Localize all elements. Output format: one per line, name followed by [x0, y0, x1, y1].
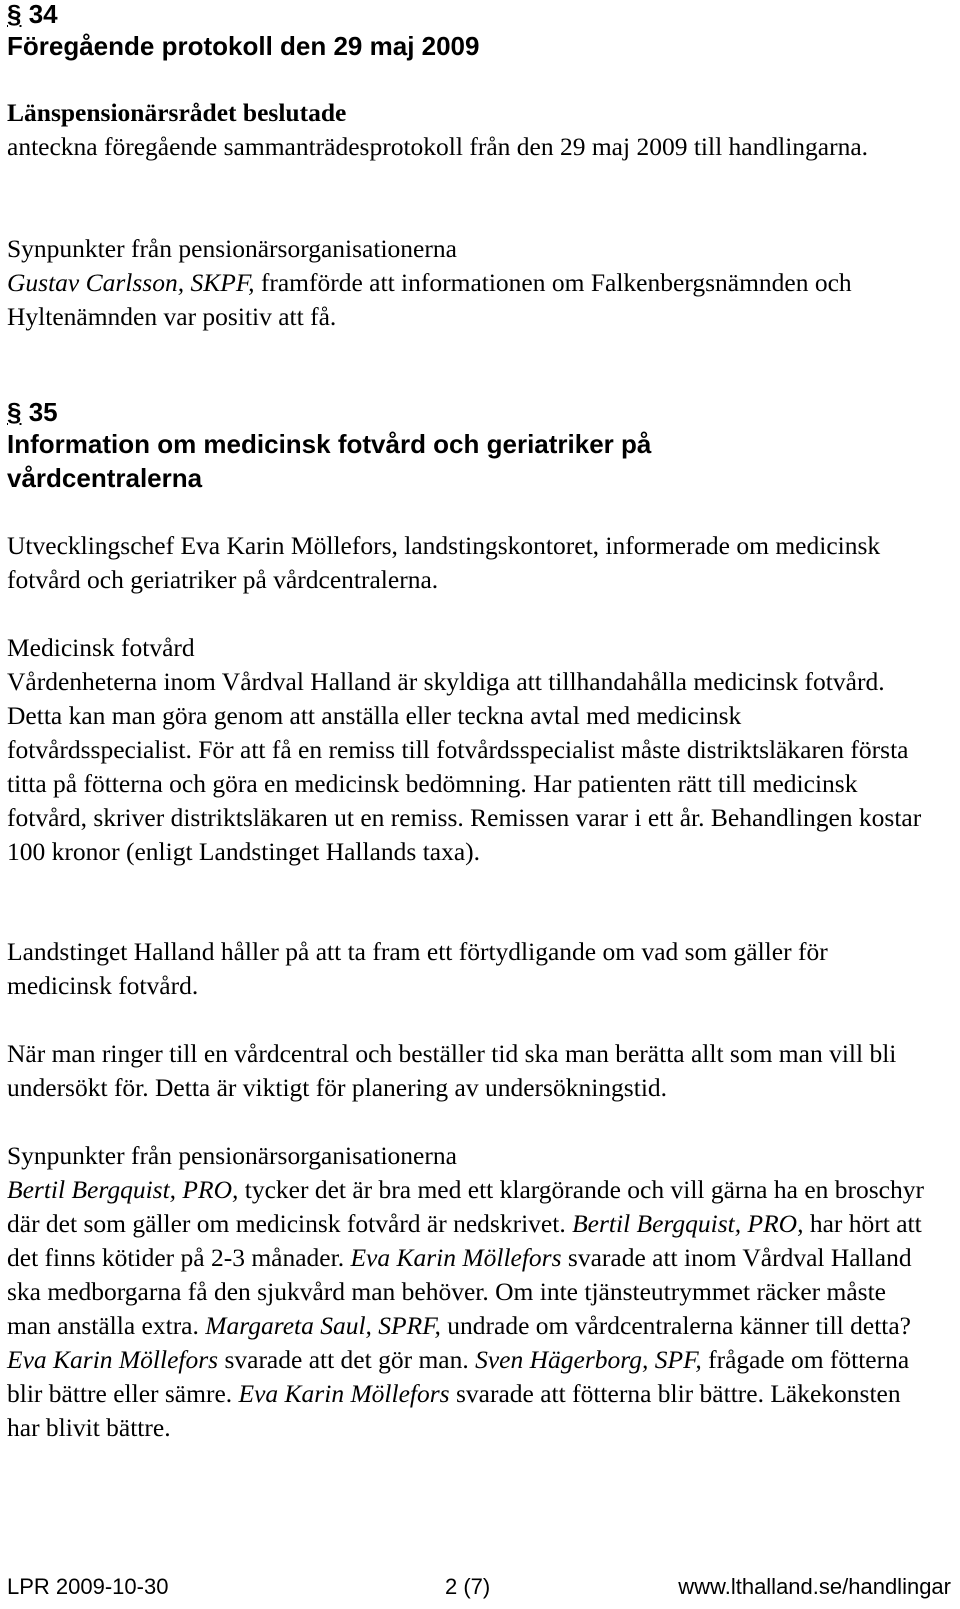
speaker-name: Sven Hägerborg, SPF, [475, 1345, 702, 1374]
section-35-clarification: Landstinget Halland håller på att ta fram ett förtydligande om vad som gäller för medicinsk fotvård. [7, 937, 828, 1000]
section-35-booking: När man ringer till en vårdcentral och beställer tid ska man berätta allt som man vill bli undersökt för. Detta är viktigt för planering av undersökningstid. [7, 1039, 897, 1102]
section-35-fotvard [7, 631, 927, 869]
speaker-name: Bertil Bergquist, PRO, [572, 1209, 804, 1238]
section-34-title: Föregående protokoll den 29 maj 2009 [7, 31, 480, 61]
footer-document-id: LPR 2009-10-30 [7, 1574, 169, 1599]
fotvard-paragraph: Vårdenheterna inom Vårdval Halland är skyldiga att tillhandahålla medicinsk fotvård. Detta kan man göra genom att anställa eller teckna avtal med medicinsk fotvårdsspecialist. För att få en remiss till fotvårdsspecialist måste distriktsläkaren första titta på fötterna och göra en medicinsk bedömning. Har patienten rätt till medicinsk fotvård, skriver distriktsläkaren ut en remiss. Remissen varar i ett år. Behandlingen kostar 100 kronor (enligt Landstinget Hallands taxa). [7, 667, 922, 866]
section-35-views [7, 1139, 927, 1445]
section-34-number [7, 0, 58, 29]
section-number: 34 [21, 0, 58, 29]
speaker-name: Bertil Bergquist, PRO, [7, 1175, 239, 1204]
views-body: framförde att informationen om Falkenbergsnämnden och Hyltenämnden var positiv att få. [7, 268, 852, 331]
views-segment: har hört att det finns kötider på 2-3 månader. [7, 1209, 922, 1272]
paragraph-sign: § [7, 0, 22, 29]
section-number: 35 [21, 397, 58, 427]
page-footer [7, 1572, 960, 1602]
views-heading: Synpunkter från pensionärsorganisationerna [7, 1141, 457, 1170]
section-34-decision [7, 96, 937, 164]
views-segment: svarade att inom Vårdval Halland ska medborgarna få den sjukvård man behöver. Om inte tjänsteutrymmet räcker måste man anställa extra. [7, 1243, 912, 1340]
views-text [7, 266, 937, 334]
section-35-number [7, 397, 58, 427]
views-segment: undrade om vårdcentralerna känner till detta? [440, 1311, 911, 1340]
speaker-name: Eva Karin Möllefors [7, 1345, 219, 1374]
decision-heading: Länspensionärsrådet beslutade [7, 98, 347, 127]
footer-page-number: 2 (7) [445, 1574, 491, 1599]
footer-url: www.lthalland.se/handlingar [678, 1574, 951, 1599]
speaker-name: Margareta Saul, SPRF, [205, 1311, 441, 1340]
section-34-views [7, 232, 937, 334]
section-35-intro: Utvecklingschef Eva Karin Möllefors, landstingskontoret, informerade om medicinsk fotvård och geriatriker på vårdcentralerna. [7, 531, 881, 594]
paragraph-sign: § [7, 397, 22, 427]
views-text [7, 1173, 927, 1445]
section-35-title: Information om medicinsk fotvård och geriatriker på vårdcentralerna [7, 429, 652, 493]
decision-text: anteckna föregående sammanträdesprotokoll från den 29 maj 2009 till handlingarna. [7, 132, 869, 161]
speaker-name: Gustav Carlsson, SKPF, [7, 268, 255, 297]
views-segment: svarade att fötterna blir bättre. Läkekonsten har blivit bättre. [7, 1379, 901, 1442]
views-heading: Synpunkter från pensionärsorganisationerna [7, 234, 457, 263]
views-segment: svarade att det gör man. [218, 1345, 476, 1374]
subheading-medicinsk-fotvard: Medicinsk fotvård [7, 633, 195, 662]
views-segment: tycker det är bra med ett klargörande och vill gärna ha en broschyr där det som gäller om medicinsk fotvård är nedskrivet. [7, 1175, 924, 1238]
views-segment: frågade om fötterna blir bättre eller sämre. [7, 1345, 910, 1408]
speaker-name: Eva Karin Möllefors [238, 1379, 450, 1408]
speaker-name: Eva Karin Möllefors [350, 1243, 562, 1272]
